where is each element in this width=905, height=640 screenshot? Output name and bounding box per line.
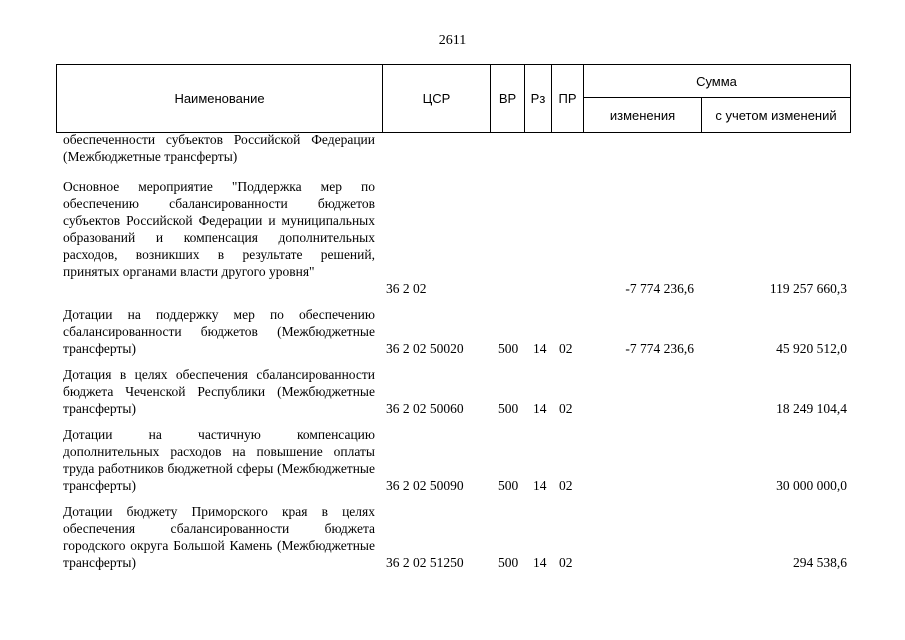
row-total: 30 000 000,0 [776, 478, 847, 493]
row-changes: -7 774 236,6 [625, 281, 694, 296]
row-changes: -7 774 236,6 [625, 341, 694, 356]
row-csr: 36 2 02 50090 [386, 478, 464, 493]
row-rz: 14 [533, 478, 547, 493]
row-pr: 02 [559, 555, 573, 570]
row-vr: 500 [498, 478, 519, 493]
row-total: 294 538,6 [793, 555, 847, 570]
header-with-changes: с учетом изменений [715, 107, 837, 123]
row-csr: 36 2 02 51250 [386, 555, 464, 570]
row-rz: 14 [533, 341, 547, 356]
row-name: Дотации бюджету Приморского края в целях обеспечения сбалансированности бюджета городского округа Большой Камень (Межбюджетные трансферты) [63, 504, 375, 570]
row-rz: 14 [533, 401, 547, 416]
header-csr: ЦСР [422, 91, 451, 106]
row-pr: 02 [559, 341, 573, 356]
row-vr: 500 [498, 555, 519, 570]
header-pr: ПР [558, 91, 577, 106]
page-number: 2611 [438, 33, 467, 48]
row-name: Дотации на частичную компенсацию дополнительных расходов на повышение оплаты труда работников бюджетной сферы (Межбюджетные трансферты) [63, 427, 375, 493]
row-csr: 36 2 02 50020 [386, 341, 464, 356]
header-changes: изменения [609, 107, 676, 123]
header-vr: ВР [498, 91, 517, 106]
row-name: Основное мероприятие "Поддержка мер по обеспечению сбалансированности бюджетов субъектов Российской Федерации и муниципальных образований и компенсация дополнительных расходов, возникших в результате решений, принятых органами власти другого уровня" [63, 179, 375, 279]
row-vr: 500 [498, 341, 519, 356]
row-pr: 02 [559, 478, 573, 493]
table-header [56, 64, 851, 133]
row-name: обеспеченности субъектов Российской Федерации (Межбюджетные трансферты) [63, 132, 375, 164]
row-name: Дотация в целях обеспечения сбалансированности бюджета Чеченской Республики (Межбюджетные трансферты) [63, 367, 375, 416]
row-total: 45 920 512,0 [776, 341, 847, 356]
row-total: 119 257 660,3 [769, 281, 847, 296]
row-csr: 36 2 02 [386, 281, 427, 296]
row-csr: 36 2 02 50060 [386, 401, 464, 416]
row-pr: 02 [559, 401, 573, 416]
header-sum: Сумма [696, 73, 737, 89]
header-name: Наименование [174, 91, 265, 106]
header-rz: Рз [530, 91, 546, 106]
row-rz: 14 [533, 555, 547, 570]
row-total: 18 249 104,4 [776, 401, 847, 416]
row-vr: 500 [498, 401, 519, 416]
row-name: Дотации на поддержку мер по обеспечению сбалансированности бюджетов (Межбюджетные трансферты) [63, 307, 375, 356]
